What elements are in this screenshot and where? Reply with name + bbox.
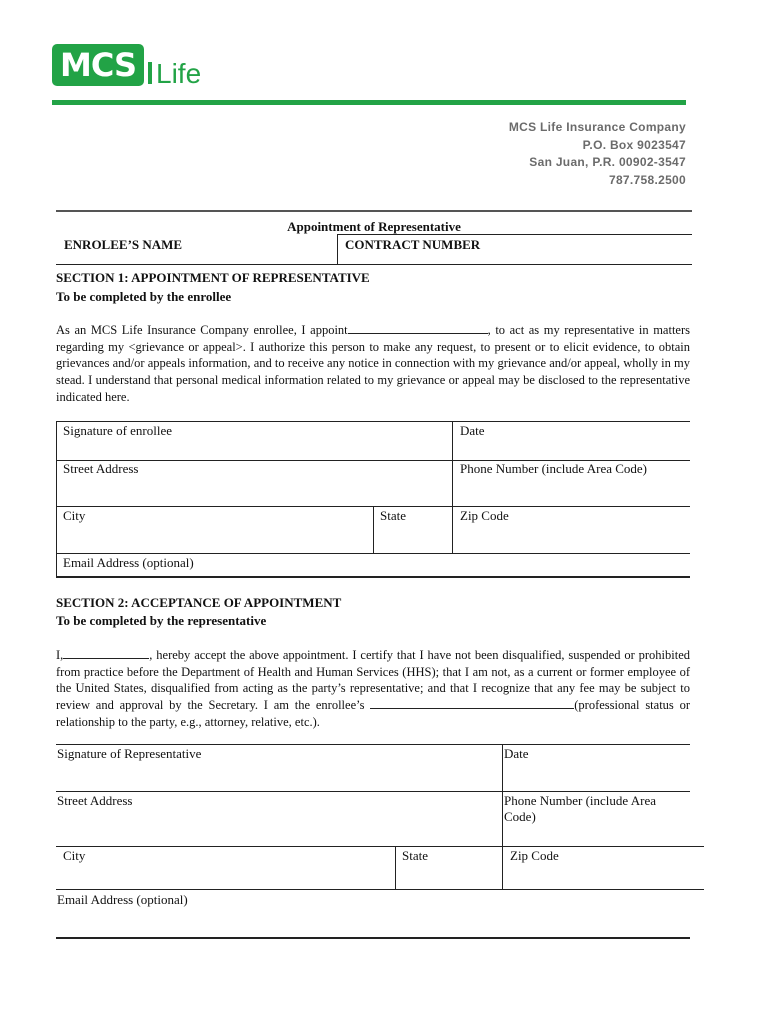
section1-heading: SECTION 1: APPOINTMENT OF REPRESENTATIVE bbox=[56, 270, 370, 285]
s2-state-label: State bbox=[402, 848, 428, 863]
s1-left-border-1 bbox=[56, 421, 57, 461]
logo-badge bbox=[52, 44, 144, 86]
header-green-rule bbox=[52, 100, 686, 105]
s1-signature-label: Signature of enrollee bbox=[63, 423, 173, 438]
s2-email-label: Email Address (optional) bbox=[57, 892, 188, 907]
s2-city-state-border bbox=[395, 846, 396, 890]
s1-phone-label: Phone Number (include Area Code) bbox=[460, 461, 648, 476]
representative-self-name-blank[interactable] bbox=[63, 658, 149, 659]
s2-row4-top bbox=[56, 889, 704, 890]
s1-state-zip-border bbox=[452, 506, 453, 553]
s1-city-state-border bbox=[373, 506, 374, 553]
section2-subheading: To be completed by the representative bbox=[56, 613, 267, 628]
s2-mid-border-1 bbox=[502, 744, 503, 846]
representative-name-blank[interactable] bbox=[348, 333, 488, 334]
company-city: San Juan, P.R. 00902-3547 bbox=[529, 155, 686, 169]
s2-state-zip-border bbox=[502, 846, 503, 890]
section1-text-a: As an MCS Life Insurance Company enrollee, I appoint bbox=[56, 323, 348, 337]
section2-text-c: (professional status or relationship to the party, e.g., attorney, relative, etc.). bbox=[56, 698, 690, 729]
s2-zip-label: Zip Code bbox=[510, 848, 559, 863]
s1-state-label: State bbox=[380, 508, 406, 523]
header-divider bbox=[337, 234, 338, 264]
s1-street-label: Street Address bbox=[63, 461, 139, 476]
s2-city-label: City bbox=[63, 848, 86, 863]
logo-word-text: Life bbox=[156, 58, 202, 89]
s2-row3-top bbox=[56, 846, 704, 847]
s1-table-bottom bbox=[56, 576, 690, 578]
section1-text-b: , to act as my representative in matters regarding my <grievance or appeal>. I authorize this person to make any request, to present or to elicit evidence, to obtain grievances and/or appeals information, and to receive any notice in connection with my grievance and/or appeal, wholly in my stead. I understand that personal medical information related to my grievance or appeal may be disclosed to the representative indicated here. bbox=[56, 323, 690, 404]
s1-mid-border-2 bbox=[452, 460, 453, 507]
form-title: Appointment of Representative bbox=[287, 219, 461, 234]
section2-text-a: I, bbox=[56, 648, 64, 662]
section1-subheading: To be completed by the enrollee bbox=[56, 289, 232, 304]
s2-street-label: Street Address bbox=[57, 793, 133, 808]
s1-email-label: Email Address (optional) bbox=[63, 555, 194, 570]
s1-row1-top bbox=[56, 421, 690, 422]
s2-row2-top bbox=[56, 791, 690, 792]
s2-phone-label-line1: Phone Number (include Area bbox=[504, 793, 656, 808]
s2-row1-top bbox=[56, 744, 690, 745]
section1-paragraph bbox=[56, 322, 690, 406]
relationship-blank[interactable] bbox=[370, 708, 574, 709]
logo-divider-bar bbox=[148, 62, 152, 84]
company-phone: 787.758.2500 bbox=[608, 172, 686, 187]
section2-paragraph bbox=[56, 647, 690, 731]
company-po-box: P.O. Box 9023547 bbox=[582, 137, 686, 152]
section2-text-b: , hereby accept the above appointment. I certify that I have not been disqualified, suspended or prohibited from practice before the Department of Health and Human Services (HHS); that I am not, as a current or former employee of the United States, disqualified from acting as the party’s representative; and that I recognize that any fee may be subject to review and approval by the Secretary. I am the enrollee’s bbox=[56, 648, 690, 713]
s1-left-border-2 bbox=[56, 460, 57, 507]
form-top-rule bbox=[56, 210, 692, 212]
s2-signature-label: Signature of Representative bbox=[57, 746, 202, 761]
s1-left-border-4 bbox=[56, 553, 57, 577]
company-address-block bbox=[509, 119, 686, 189]
s1-city-label: City bbox=[63, 508, 86, 523]
s1-mid-border-1 bbox=[452, 421, 453, 461]
s2-table-bottom bbox=[56, 937, 690, 939]
s2-date-label: Date bbox=[504, 746, 529, 761]
s2-phone-label-line2: Code) bbox=[504, 809, 536, 824]
s1-date-label: Date bbox=[460, 423, 485, 438]
enrolee-name-label: ENROLEE’S NAME bbox=[64, 237, 183, 252]
s1-left-border-3 bbox=[56, 506, 57, 553]
s1-row4-top bbox=[56, 553, 690, 554]
contract-top-rule bbox=[337, 234, 692, 235]
company-name: MCS Life Insurance Company bbox=[508, 120, 686, 134]
form-header-bottom-rule bbox=[56, 264, 692, 265]
logo-mark-text: MCS bbox=[60, 46, 136, 84]
s1-zip-label: Zip Code bbox=[460, 508, 509, 523]
section2-heading: SECTION 2: ACCEPTANCE OF APPOINTMENT bbox=[56, 595, 342, 610]
contract-number-label: CONTRACT NUMBER bbox=[345, 237, 481, 252]
